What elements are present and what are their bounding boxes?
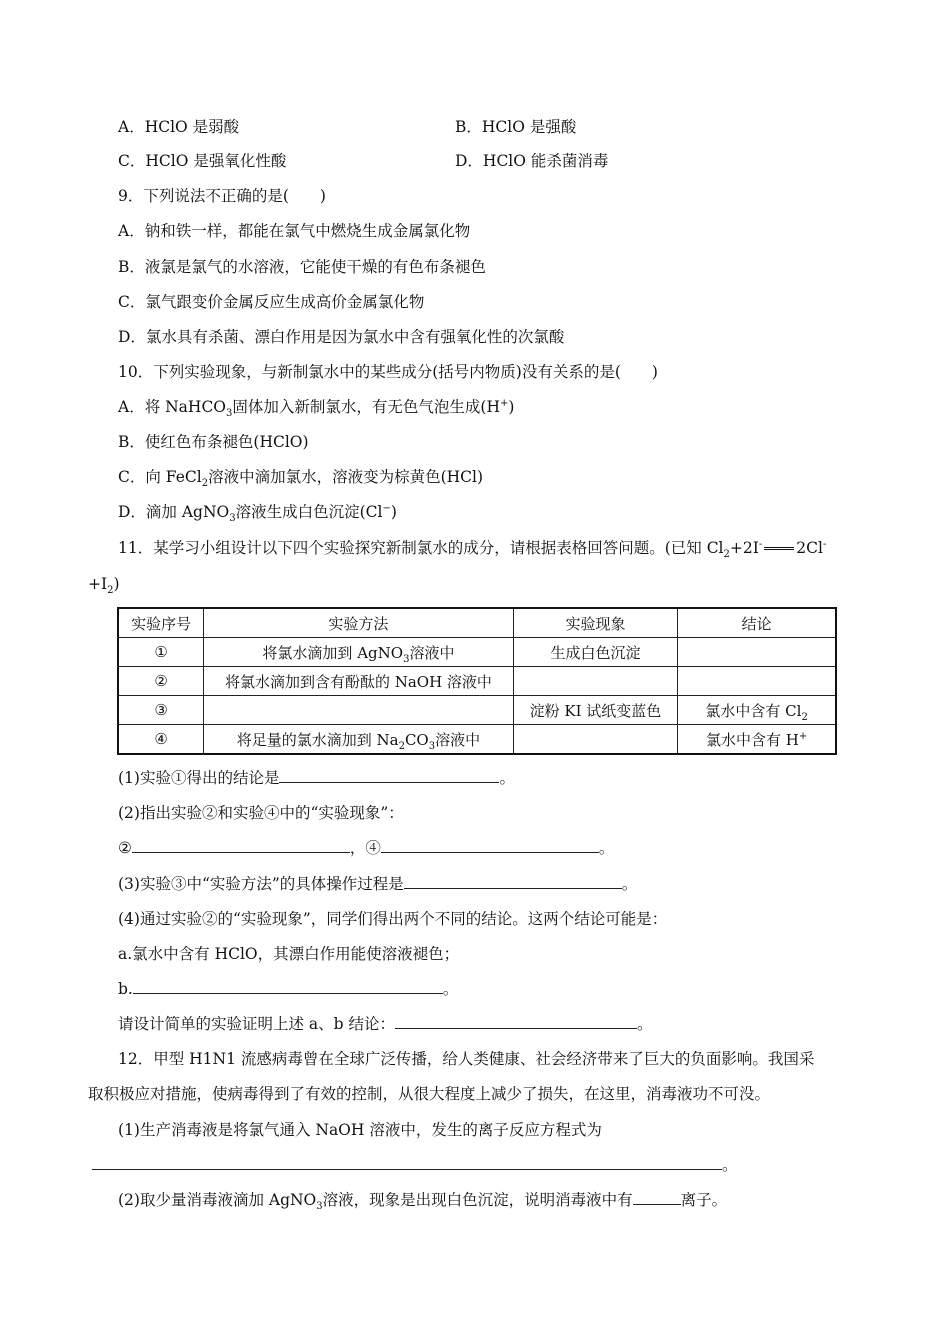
q12-part2: (2)取少量消毒液滴加 AgNO$_3$溶液，现象是出现白色沉淀，说明消毒液中有 离子。 (118, 1191, 728, 1213)
header-cell: 实验现象 (513, 608, 678, 638)
table-row (118, 725, 836, 755)
table-cell: 将氯水滴加到含有酚酞的 NaOH 溶液中 (204, 667, 513, 696)
answer-blank[interactable] (279, 768, 499, 783)
q8-option-c: C．HClO 是强氧化性酸 (118, 152, 287, 170)
q8-option-a: A．HClO 是弱酸 (118, 118, 240, 136)
q11-part4-a: a.氯水中含有 HClO，其漂白作用能使溶液褪色； (118, 945, 460, 963)
q12-part1-answer: 。 (92, 1155, 738, 1175)
table-header-row (118, 608, 836, 638)
header-cell: 实验方法 (204, 608, 513, 638)
table-row (118, 696, 836, 725)
table-cell (513, 725, 678, 755)
q10-option-b: B．使红色布条褪色(HClO) (118, 433, 309, 451)
q9-option-b: B．液氯是氯气的水溶液，它能使干燥的有色布条褪色 (118, 258, 486, 276)
q9-stem: 9．下列说法不正确的是( ) (118, 187, 326, 205)
q11-part2-answers: ② ，④ 。 (118, 839, 615, 857)
q12-stem-line1: 12．甲型 H1N1 流感病毒曾在全球广泛传播，给人类健康、社会经济带来了巨大的负面影响。我国采 (118, 1050, 815, 1068)
table-cell: ④ (118, 725, 204, 755)
answer-blank[interactable] (381, 838, 599, 853)
answer-blank[interactable] (395, 1014, 637, 1029)
table-cell: ② (118, 667, 204, 696)
table-cell: ③ (118, 696, 204, 725)
answer-blank[interactable] (404, 874, 622, 889)
q11-stem-continued: $+I_2$) (88, 575, 120, 597)
q10-stem: 10．下列实验现象，与新制氯水中的某些成分(括号内物质)没有关系的是( ) (118, 363, 658, 381)
q11-part4: (4)通过实验②的“实验现象”，同学们得出两个不同的结论。这两个结论可能是： (118, 910, 668, 928)
q11-part4-design: 请设计简单的实验证明上述 a、b 结论： 。 (118, 1015, 653, 1033)
table-cell: 将氯水滴加到 AgNO$_3$溶液中 (204, 638, 513, 667)
table-cell (513, 667, 678, 696)
q9-option-d: D．氯水具有杀菌、漂白作用是因为氯水中含有强氧化性的次氯酸 (118, 328, 565, 346)
q9-option-c: C．氯气跟变价金属反应生成高价金属氯化物 (118, 293, 425, 311)
q8-option-b: B．HClO 是强酸 (455, 118, 577, 136)
table-cell (678, 667, 836, 696)
experiment-table (117, 607, 837, 755)
q12-part1: (1)生产消毒液是将氯气通入 NaOH 溶液中，发生的离子反应方程式为 (118, 1121, 602, 1139)
table-cell (204, 696, 513, 725)
q10-option-c: C．向 FeCl$_2$溶液中滴加氯水，溶液变为棕黄色(HCl) (118, 468, 483, 490)
table-row (118, 638, 836, 667)
table-cell: 将足量的氯水滴加到 $Na_2CO_3$溶液中 (204, 725, 513, 755)
header-cell: 实验序号 (118, 608, 204, 638)
table-cell: 氯水中含有 H+ (678, 725, 836, 755)
q11-part2: (2)指出实验②和实验④中的“实验现象”： (118, 804, 404, 822)
table-cell: 淀粉 KI 试纸变蓝色 (513, 696, 678, 725)
answer-blank[interactable] (92, 1155, 722, 1170)
answer-blank[interactable] (633, 1190, 681, 1205)
table-cell: 氯水中含有 $Cl_2$ (678, 696, 836, 725)
q12-stem-line2: 取积极应对措施，使病毒得到了有效的控制，从很大程度上减少了损失，在这里，消毒液功不可没。 (88, 1085, 771, 1103)
q11-part4-b: b. 。 (118, 980, 459, 998)
table-cell: ① (118, 638, 204, 667)
q11-part1: (1)实验①得出的结论是 。 (118, 769, 515, 787)
q8-option-d: D．HClO 能杀菌消毒 (455, 152, 609, 170)
answer-blank[interactable] (132, 838, 350, 853)
q11-stem: 11．某学习小组设计以下四个实验探究新制氯水的成分，请根据表格回答问题。(已知 $Cl_2+2I^-$ 2Cl- (118, 538, 827, 561)
q10-option-d: D．滴加 AgNO$_3$溶液生成白色沉淀(Cl−) (118, 502, 397, 525)
q9-option-a: A．钠和铁一样，都能在氯气中燃烧生成金属氯化物 (118, 222, 471, 240)
table-cell: 生成白色沉淀 (513, 638, 678, 667)
table-cell (678, 638, 836, 667)
q11-part3: (3)实验③中“实验方法”的具体操作过程是 。 (118, 875, 638, 893)
table-row (118, 667, 836, 696)
q10-option-a: A．将 NaHCO$_3$固体加入新制氯水，有无色气泡生成(H+) (118, 397, 515, 420)
header-cell: 结论 (678, 608, 836, 638)
answer-blank[interactable] (133, 979, 443, 994)
